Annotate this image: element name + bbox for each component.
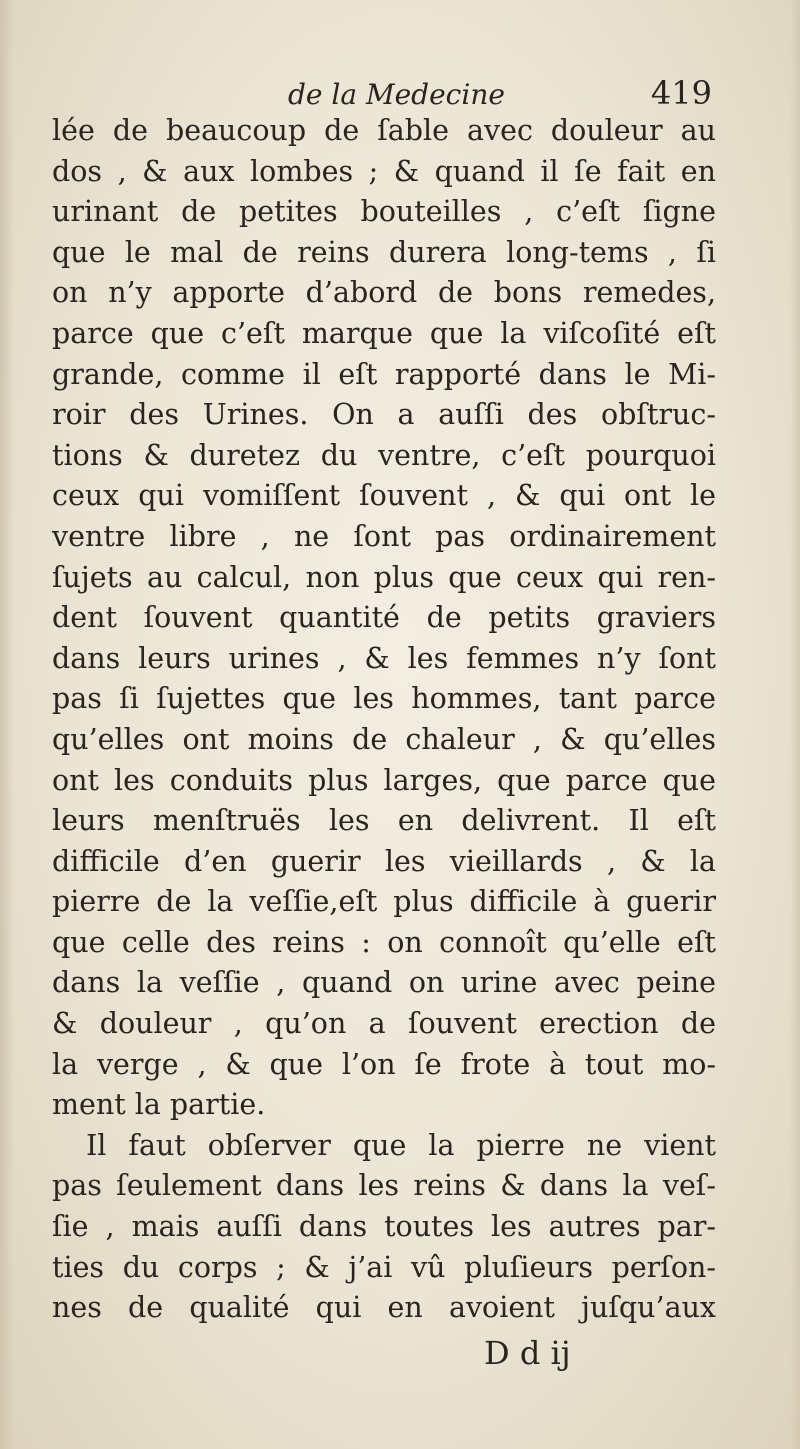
text-line: pas ſeulement dans les reins & dans la veſ- — [52, 1169, 716, 1203]
text-line: grande, comme il eſt rapporté dans le Mi- — [52, 357, 716, 391]
text-line: ſie , mais auſſi dans toutes les autres par- — [52, 1210, 716, 1244]
text-line: ventre libre , ne ſont pas ordinairement — [52, 519, 716, 553]
text-line: dent ſouvent quantité de petits graviers — [52, 601, 716, 635]
text-line: ont les conduits plus larges, que parce que — [52, 763, 716, 797]
page-number: 419 — [650, 74, 712, 112]
text-line: tions & duretez du ventre, c’eſt pourquoi — [52, 438, 716, 472]
running-title: de la Medecine — [288, 78, 505, 111]
text-line: ceux qui vomiſſent ſouvent , & qui ont le — [52, 479, 716, 513]
text-line: la verge , & que l’on ſe frote à tout mo- — [52, 1047, 716, 1081]
page-gutter-shadow — [0, 0, 14, 1449]
text-line: ment la partie. — [52, 1088, 266, 1122]
text-line: difficile d’en guerir les vieillards , & la — [52, 844, 716, 878]
text-line: roir des Urines. On a auſſi des obſtruc- — [52, 398, 716, 432]
text-line: on n’y apporte d’abord de bons remedes, — [52, 276, 716, 310]
text-line: que le mal de reins durera long-tems , ſi — [52, 235, 716, 269]
body-text — [52, 111, 716, 1329]
text-line: ſujets au calcul, non plus que ceux qui ren- — [52, 560, 716, 594]
page-edge-shadow — [790, 0, 800, 1449]
text-line: pas ſi ſujettes que les hommes, tant parce — [52, 682, 716, 716]
text-line: dans la veſſie , quand on urine avec peine — [52, 966, 716, 1000]
signature-mark: D d ij — [484, 1334, 571, 1372]
text-line: leurs menſtruës les en delivrent. Il eſt — [52, 804, 716, 838]
text-line: que celle des reins : on connoît qu’elle eſt — [52, 925, 716, 959]
text-line: & douleur , qu’on a ſouvent erection de — [52, 1007, 716, 1041]
text-line: parce que c’eſt marque que la viſcoſité eſt — [52, 316, 716, 350]
text-line: ties du corps ; & j’ai vû pluſieurs perſon- — [52, 1250, 716, 1284]
text-line: pierre de la veſſie,eſt plus difficile à guerir — [52, 885, 716, 919]
text-line: qu’elles ont moins de chaleur , & qu’elles — [52, 722, 716, 756]
text-line: nes de qualité qui en avoient juſqu’aux — [52, 1291, 716, 1325]
text-line: urinant de petites bouteilles , c’eſt ſigne — [52, 195, 716, 229]
text-line: dos , & aux lombes ; & quand il ſe fait en — [52, 154, 716, 188]
paragraph-first-line: Il faut obſerver que la pierre ne vient — [86, 1128, 716, 1162]
text-line: dans leurs urines , & les femmes n’y ſont — [52, 641, 716, 675]
text-line: lée de beaucoup de ſable avec douleur au — [52, 114, 716, 147]
